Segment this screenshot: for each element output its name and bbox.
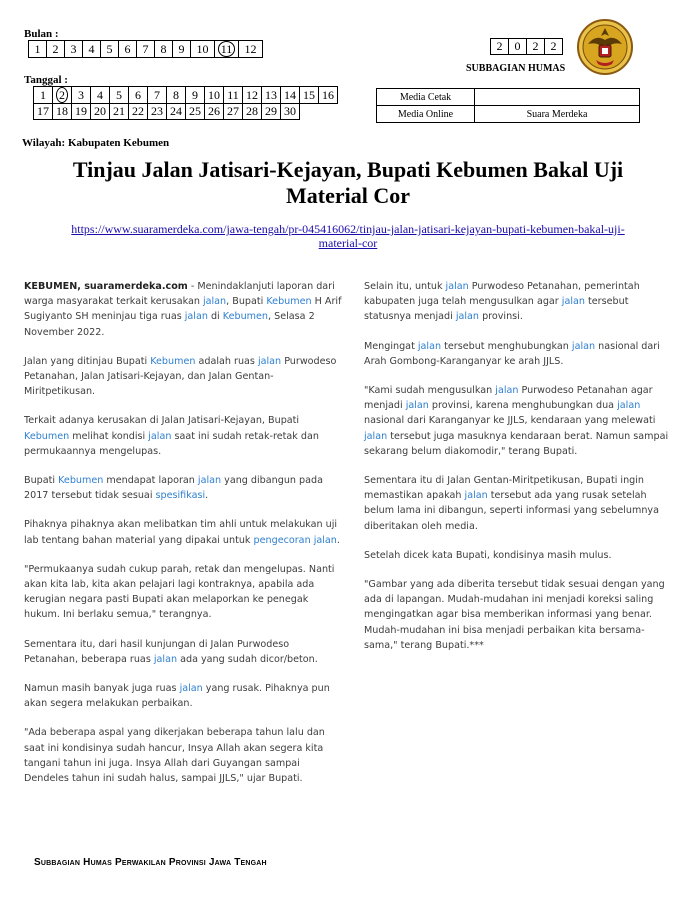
date-cell: 16 [319, 87, 338, 104]
garuda-emblem-icon [576, 18, 634, 76]
month-cell [215, 41, 239, 58]
month-cell-selected: 11 [218, 41, 236, 57]
month-cell: 10 [191, 41, 215, 58]
date-cell: 28 [243, 104, 262, 120]
month-cell: 6 [119, 41, 137, 58]
article-column-right: Selain itu, untuk jalan Purwodeso Petanahan, pemerintah kabupaten juga telah mengusulkan agar jalan tersebut statusnya menjadi jalan provinsi. Mengingat jalan tersebut menghubungkan jalan nasional dari Arah Gombong-Karanganyar ke arah JJLS. "Kami sudah mengusulkan jalan Purwodeso Petanahan agar menjadi jalan provinsi, karena menghubungkan dua jalan nasional dari Karanganyar ke JJLS, kendaraan yang melewati jalan tersebut juga masuknya kendaraan berat. Namun sampai sekarang belum diakomodir," terang Bupati. Sementara itu di Jalan Gentan-Miritpetikusan, Bupati ingin memastikan apakah jalan tersebut ada yang rusak setelah belum lama ini dibangun, seperti informasi yang sebelumnya diberitakan oleh media. Setelah dicek kata Bupati, kondisinya masih mulus. "Gambar yang ada diberita tersebut tidak sesuai dengan yang ada di lapangan. Mudah-mudahan ini menjadi koreksi saling mengingatkan agar bisa memberikan informasi yang benar. Mudah-mudahan ini bisa menjadi perbaikan kita bersama-sama," terang Bupati.*** [364, 281, 669, 651]
wilayah-label: Wilayah: Kabupaten Kebumen [22, 137, 170, 149]
date-cell: 23 [148, 104, 167, 120]
date-cell: 4 [91, 87, 110, 104]
date-cell: 10 [205, 87, 224, 104]
footer-org: Subbagian Humas Perwakilan Provinsi Jawa Tengah [34, 857, 267, 868]
article-title-line1: Tinjau Jalan Jatisari-Kejayan, Bupati Kebumen Bakal Uji [72, 157, 624, 182]
date-cell: 27 [224, 104, 243, 120]
year-digit-cell: 0 [509, 39, 527, 55]
month-cell: 8 [155, 41, 173, 58]
date-cell: 3 [72, 87, 91, 104]
date-cell: 17 [34, 104, 53, 120]
date-cell: 30 [281, 104, 300, 120]
month-cell: 1 [29, 41, 47, 58]
date-cell: 26 [205, 104, 224, 120]
year-box [490, 38, 563, 55]
date-cell: 12 [243, 87, 262, 104]
month-cell: 7 [137, 41, 155, 58]
year-digit-cell: 2 [545, 39, 563, 55]
date-cell: 19 [72, 104, 91, 120]
date-cell: 13 [262, 87, 281, 104]
date-cell [53, 87, 72, 104]
date-cell-selected: 2 [56, 87, 68, 103]
date-cell: 24 [167, 104, 186, 120]
media-cetak-label: Media Cetak [377, 89, 475, 106]
month-cell: 12 [239, 41, 263, 58]
article-url[interactable] [20, 222, 676, 250]
year-digit-cell: 2 [491, 39, 509, 55]
media-online-label: Media Online [377, 106, 475, 123]
date-cell: 14 [281, 87, 300, 104]
month-cell: 5 [101, 41, 119, 58]
date-cell: 11 [224, 87, 243, 104]
month-cell: 9 [173, 41, 191, 58]
date-cell: 25 [186, 104, 205, 120]
date-grid [33, 86, 338, 120]
date-cell: 22 [129, 104, 148, 120]
article-url-line2[interactable]: material-cor [318, 236, 378, 250]
tanggal-label: Tanggal : [24, 74, 68, 86]
date-cell: 20 [91, 104, 110, 120]
org-label: SUBBAGIAN HUMAS [466, 63, 566, 74]
date-cell: 18 [53, 104, 72, 120]
month-cell: 4 [83, 41, 101, 58]
bulan-label: Bulan : [24, 28, 59, 40]
date-cell: 8 [167, 87, 186, 104]
month-cell: 3 [65, 41, 83, 58]
media-online-value: Suara Merdeka [475, 106, 640, 123]
media-table [376, 88, 640, 123]
article-column-left: KEBUMEN, suaramerdeka.com - Menindaklanjuti laporan dari warga masyarakat terkait kerusakan jalan, Bupati Kebumen H Arif Sugiyanto SH meninjau tiga ruas jalan di Kebumen, Selasa 2 November 2022. Jalan yang ditinjau Bupati Kebumen adalah ruas jalan Purwodeso Petanahan, Jalan Jatisari-Kejayan, dan Jalan Gentan-Miritpetikusan. Terkait adanya kerusakan di Jalan Jatisari-Kejayan, Bupati Kebumen melihat kondisi jalan saat ini sudah retak-retak dan permukaannya mengelupas. Bupati Kebumen mendapat laporan jalan yang dibangun pada 2017 tersebut tidak sesuai spesifikasi. Pihaknya pihaknya akan melibatkan tim ahli untuk melakukan uji lab tentang bahan material yang dipakai untuk pengecoran jalan. "Permukaanya sudah cukup parah, retak dan mengelupas. Nanti akan kita lab, kita akan pelajari lagi kontraknya, apabila ada kerugian negara pasti Bupati akan melaporkan ke penegak hukum. Ini berlaku semua," terangnya. Sementara itu, dari hasil kunjungan di Jalan Purwodeso Petanahan, beberapa ruas jalan ada yang sudah dicor/beton. Namun masih banyak juga ruas jalan yang rusak. Pihaknya pun akan segera melakukan perbaikan. "Ada beberapa aspal yang dikerjakan beberapa tahun lalu dan saat ini kondisinya sudah hancur, Insya Allah akan segera kita tangani tahun ini juga. Insya Allah dari Guyangan sampai Dendeles tahun ini sudah halus, sampai JJLS," ujar Bupati. [24, 281, 342, 785]
date-cell: 29 [262, 104, 281, 120]
article-title [20, 157, 676, 209]
date-cell: 21 [110, 104, 129, 120]
date-cell: 9 [186, 87, 205, 104]
month-cell: 2 [47, 41, 65, 58]
article-title-line2: Material Cor [286, 183, 410, 208]
date-cell: 5 [110, 87, 129, 104]
year-digit-cell: 2 [527, 39, 545, 55]
date-cell: 1 [34, 87, 53, 104]
media-cetak-value [475, 89, 640, 106]
date-cell: 15 [300, 87, 319, 104]
month-grid [28, 40, 263, 58]
date-cell: 6 [129, 87, 148, 104]
article-url-line1[interactable]: https://www.suaramerdeka.com/jawa-tengah/pr-045416062/tinjau-jalan-jatisari-kejayan-bupati-kebumen-bakal-uji- [71, 222, 625, 236]
date-cell: 7 [148, 87, 167, 104]
